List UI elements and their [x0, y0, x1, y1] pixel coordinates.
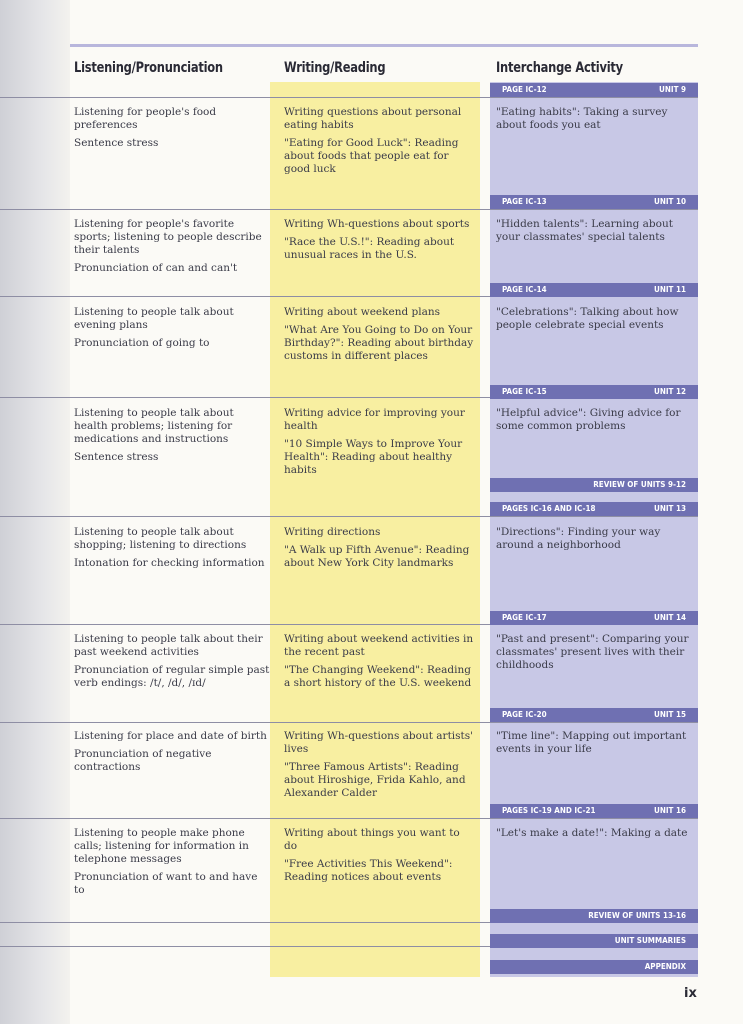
unit-12-writing [284, 407, 476, 482]
unit-13-strip [490, 502, 698, 516]
pronunciation-item: Sentence stress [74, 137, 159, 149]
pronunciation-item: Pronunciation of can and can't [74, 262, 238, 274]
listening-item: Listening to people make phone calls; listening for information in telephone messages [74, 827, 249, 865]
row-divider [0, 516, 698, 517]
reading-item: "Three Famous Artists": Reading about Hiroshige, Frida Kahlo, and Alexander Calder [284, 761, 466, 799]
listening-item: Listening to people talk about health problems; listening for medications and instructions [74, 407, 234, 445]
writing-item: Writing about weekend plans [284, 306, 441, 318]
unit-10-interchange [496, 218, 692, 249]
interchange-item: "Hidden talents": Learning about your classmates' special talents [496, 218, 673, 243]
unit-14-listening [74, 633, 270, 695]
unit-13-writing [284, 526, 476, 575]
page-ref: PAGES IC-16 AND IC-18 [502, 504, 596, 513]
unit-label: UNIT 14 [654, 613, 686, 622]
interchange-item: "Eating habits": Taking a survey about foods you eat [496, 106, 668, 131]
row-divider [0, 209, 698, 210]
unit-10-strip [490, 195, 698, 209]
page-ref: PAGE IC-17 [502, 613, 547, 622]
unit-13-interchange [496, 526, 692, 557]
page-ref: PAGE IC-20 [502, 710, 547, 719]
interchange-item: "Celebrations": Talking about how people celebrate special events [496, 306, 679, 331]
page-ref: PAGE IC-15 [502, 387, 547, 396]
reading-item: "A Walk up Fifth Avenue": Reading about New York City landmarks [284, 544, 470, 569]
unit-label: UNIT 13 [654, 504, 686, 513]
unit-10-listening [74, 218, 270, 280]
writing-item: Writing directions [284, 526, 381, 538]
interchange-item: "Past and present": Comparing your classmates' present lives with their childhoods [496, 633, 689, 671]
unit-9-writing [284, 106, 476, 181]
pronunciation-item: Pronunciation of regular simple past verb endings: /t/, /d/, /ɪd/ [74, 664, 270, 689]
unit-label: UNIT 9 [659, 85, 686, 94]
writing-item: Writing Wh-questions about artists' lives [284, 730, 474, 755]
unit-label: UNIT 11 [654, 285, 686, 294]
pronunciation-item: Pronunciation of want to and have to [74, 871, 258, 896]
listening-item: Listening to people talk about their past weekend activities [74, 633, 263, 658]
unit-summaries-strip [490, 934, 698, 948]
unit-14-writing [284, 633, 476, 695]
unit-label: UNIT 10 [654, 197, 686, 206]
pronunciation-item: Sentence stress [74, 451, 159, 463]
unit-12-interchange [496, 407, 692, 438]
interchange-item: "Directions": Finding your way around a neighborhood [496, 526, 661, 551]
reading-item: "Eating for Good Luck": Reading about foods that people eat for good luck [284, 137, 459, 175]
reading-item: "10 Simple Ways to Improve Your Health": Reading about healthy habits [284, 438, 463, 476]
unit-15-writing [284, 730, 476, 805]
page-ref: PAGES IC-19 AND IC-21 [502, 806, 596, 815]
unit-13-listening [74, 526, 270, 575]
row-divider [0, 97, 698, 98]
interchange-item: "Let's make a date!": Making a date [496, 827, 688, 839]
listening-item: Listening for people's favorite sports; listening to people describe their talents [74, 218, 262, 256]
review-label: REVIEW OF UNITS 13-16 [588, 911, 686, 920]
reading-item: "Race the U.S.!": Reading about unusual races in the U.S. [284, 236, 455, 261]
writing-item: Writing Wh-questions about sports [284, 218, 470, 230]
writing-item: Writing advice for improving your health [284, 407, 465, 432]
unit-11-writing [284, 306, 476, 368]
unit-label: UNIT 12 [654, 387, 686, 396]
top-rule [70, 44, 698, 47]
page-ref: PAGE IC-14 [502, 285, 547, 294]
unit-12-strip [490, 385, 698, 399]
interchange-item: "Time line": Mapping out important events in your life [496, 730, 687, 755]
unit-label: UNIT 16 [654, 806, 686, 815]
pronunciation-item: Pronunciation of going to [74, 337, 210, 349]
interchange-item: "Helpful advice": Giving advice for some common problems [496, 407, 681, 432]
reading-item: "What Are You Going to Do on Your Birthday?": Reading about birthday customs in different places [284, 324, 474, 362]
page-number: ix [684, 986, 697, 1001]
unit-16-writing [284, 827, 476, 889]
unit-14-interchange [496, 633, 692, 677]
unit-16-interchange [496, 827, 692, 845]
unit-summaries-label: UNIT SUMMARIES [614, 936, 686, 945]
unit-11-listening [74, 306, 270, 355]
unit-9-listening [74, 106, 270, 155]
writing-item: Writing questions about personal eating habits [284, 106, 462, 131]
listening-item: Listening for place and date of birth [74, 730, 267, 742]
unit-9-interchange [496, 106, 692, 137]
appendix-strip [490, 960, 698, 974]
unit-16-strip [490, 804, 698, 818]
unit-15-strip [490, 708, 698, 722]
reading-item: "The Changing Weekend": Reading a short history of the U.S. weekend [284, 664, 472, 689]
listening-item: Listening to people talk about evening plans [74, 306, 234, 331]
unit-10-writing [284, 218, 476, 267]
listening-item: Listening for people's food preferences [74, 106, 217, 131]
row-divider [0, 722, 698, 723]
listening-item: Listening to people talk about shopping; listening to directions [74, 526, 247, 551]
unit-16-listening [74, 827, 270, 902]
header-interchange: Interchange Activity [496, 60, 623, 76]
unit-11-interchange [496, 306, 692, 337]
header-writing: Writing/Reading [284, 60, 386, 76]
reading-item: "Free Activities This Weekend": Reading notices about events [284, 858, 453, 883]
unit-15-interchange [496, 730, 692, 761]
row-divider [0, 818, 698, 819]
page-ref: PAGE IC-12 [502, 85, 547, 94]
page-ref: PAGE IC-13 [502, 197, 547, 206]
writing-item: Writing about things you want to do [284, 827, 460, 852]
review-13-16-strip [490, 909, 698, 923]
unit-label: UNIT 15 [654, 710, 686, 719]
review-label: REVIEW OF UNITS 9-12 [593, 480, 686, 489]
header-listening: Listening/Pronunciation [74, 60, 223, 76]
unit-9-strip [490, 83, 698, 97]
unit-15-listening [74, 730, 270, 779]
pronunciation-item: Intonation for checking information [74, 557, 265, 569]
unit-14-strip [490, 611, 698, 625]
pronunciation-item: Pronunciation of negative contractions [74, 748, 212, 773]
unit-12-listening [74, 407, 270, 469]
unit-11-strip [490, 283, 698, 297]
page-edge-shadow [0, 0, 70, 1024]
review-9-12-strip [490, 478, 698, 492]
writing-item: Writing about weekend activities in the recent past [284, 633, 474, 658]
appendix-label: APPENDIX [644, 962, 686, 971]
